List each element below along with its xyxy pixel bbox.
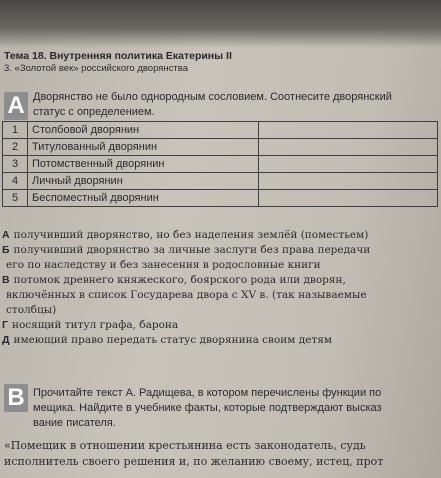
table-row — [3, 190, 438, 207]
table-row — [3, 156, 438, 173]
definition-item — [2, 243, 440, 258]
row-number: 5 — [3, 190, 28, 207]
table-row — [3, 139, 438, 156]
definition-letter: Г — [2, 319, 8, 331]
task-b-line: Прочитайте текст А. Радищева, в котором перечислены функции по — [33, 387, 382, 399]
row-number: 1 — [3, 122, 28, 139]
row-number: 2 — [3, 139, 28, 156]
definition-item — [2, 228, 440, 243]
topic-subtitle: 3. «Золотой век» российского дворянства — [4, 63, 188, 74]
definition-text: получивший дворянство за личные заслуги без права передачи — [13, 244, 371, 256]
task-a-line: Дворянство не было однородным сословием. Соотнесите дворянский — [33, 91, 392, 103]
row-number: 3 — [3, 156, 28, 173]
answer-cell[interactable] — [259, 139, 438, 156]
topic-title: Тема 18. Внутренняя политика Екатерины II — [4, 50, 232, 62]
row-label: Титулованный дворянин — [28, 139, 259, 156]
row-label: Столбовой дворянин — [28, 122, 259, 139]
definition-letter: В — [2, 274, 10, 286]
answer-cell[interactable] — [259, 173, 438, 190]
definition-letter: А — [2, 229, 10, 241]
definition-item — [2, 288, 440, 303]
definition-letter: Д — [2, 334, 10, 346]
row-number: 4 — [3, 173, 28, 190]
definition-text: получивший дворянство, но без наделения землёй (поместьем) — [13, 229, 369, 241]
definition-text: его по наследству и без занесения в родословные книги — [6, 259, 321, 271]
answer-cell[interactable] — [259, 156, 438, 173]
definitions-list — [2, 228, 440, 348]
task-a-instruction — [33, 90, 438, 120]
task-b-badge: В — [4, 384, 28, 412]
definition-text: носящий титул графа, барона — [11, 319, 179, 331]
task-a-badge: А — [4, 92, 28, 120]
table-row — [3, 122, 438, 139]
definition-item — [2, 258, 440, 273]
definition-item — [2, 303, 440, 318]
task-a-line: статус с определением. — [33, 106, 155, 118]
task-b-line: мещика. Найдите в учебнике факты, которые подтверждают высказ — [33, 402, 382, 414]
radishchev-quote — [4, 438, 383, 470]
answer-cell[interactable] — [259, 190, 438, 207]
definition-item — [2, 333, 440, 348]
answer-cell[interactable] — [259, 122, 438, 139]
definition-item — [2, 273, 440, 288]
definition-text: столбцы) — [6, 304, 57, 316]
task-b-line: вание писателя. — [33, 417, 116, 429]
definition-text: включённых в список Государева двора с XV в. (так называемые — [6, 289, 367, 301]
quote-line: «Помещик в отношении крестьянина есть законодатель, судь — [4, 439, 366, 452]
table-row — [3, 173, 438, 190]
definition-letter: Б — [2, 244, 10, 256]
row-label: Беспоместный дворянин — [28, 190, 259, 207]
definition-item — [2, 318, 440, 333]
row-label: Личный дворянин — [28, 173, 259, 190]
status-matching-table — [2, 121, 438, 207]
quote-line: исполнитель своего решения и, по желанию своему, истец, прот — [4, 455, 384, 468]
row-label: Потомственный дворянин — [28, 156, 259, 173]
page-top-shadow — [0, 0, 441, 48]
definition-text: потомок древнего княжеского, боярского рода или дворян, — [13, 274, 346, 286]
task-b-instruction — [33, 386, 438, 431]
definition-text: имеющий право передать статус дворянина своим детям — [13, 334, 333, 346]
